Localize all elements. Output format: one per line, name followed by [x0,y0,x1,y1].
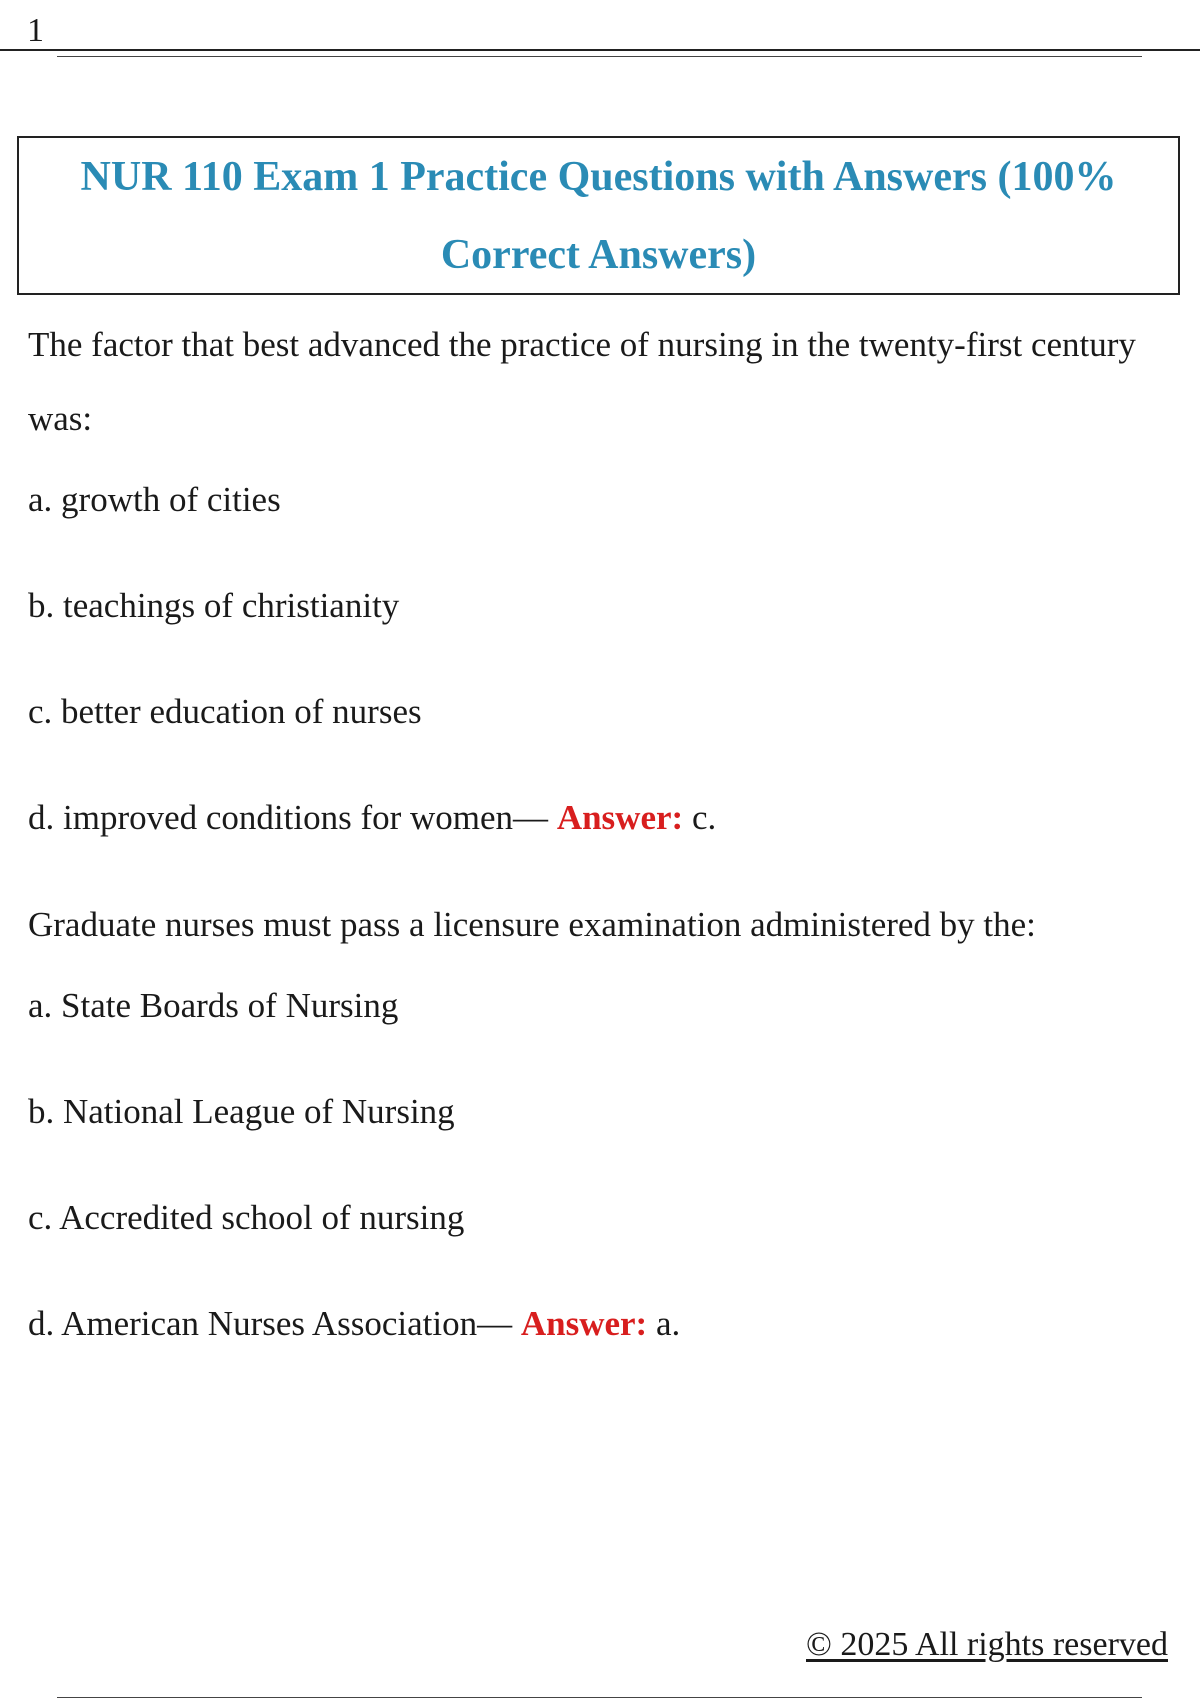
answer-option-text: d. improved conditions for women— [28,798,549,837]
answer-label: Answer: [556,798,684,837]
questions-section [28,308,1178,1344]
title-box [17,136,1180,295]
answer-option: b. teachings of christianity [28,586,400,625]
answer-value: a. [647,1304,681,1343]
document-title: NUR 110 Exam 1 Practice Questions with Answers (100% Correct Answers) [80,153,1117,278]
footer-rule [57,1697,1142,1698]
answer-option: c. Accredited school of nursing [28,1198,465,1237]
header-rule [0,49,1200,51]
answer-option: c. better education of nurses [28,692,422,731]
header-rule-secondary [57,56,1142,57]
answer-label: Answer: [520,1304,648,1343]
copyright-footer: © 2025 All rights reserved [806,1626,1168,1663]
answer-option-with-key [28,798,1178,838]
answer-option: a. growth of cities [28,480,281,519]
answer-option: b. National League of Nursing [28,1092,455,1131]
question-stem: The factor that best advanced the practice of nursing in the twenty-first century was: [28,325,1136,438]
page-number: 1 [27,12,44,49]
answer-option-with-key [28,1304,1178,1344]
answer-value: c. [683,798,717,837]
answer-option: a. State Boards of Nursing [28,986,399,1025]
answer-option-text: d. American Nurses Association— [28,1304,513,1343]
question-block [28,888,1178,1344]
question-stem: Graduate nurses must pass a licensure examination administered by the: [28,905,1036,944]
question-block [28,308,1178,838]
